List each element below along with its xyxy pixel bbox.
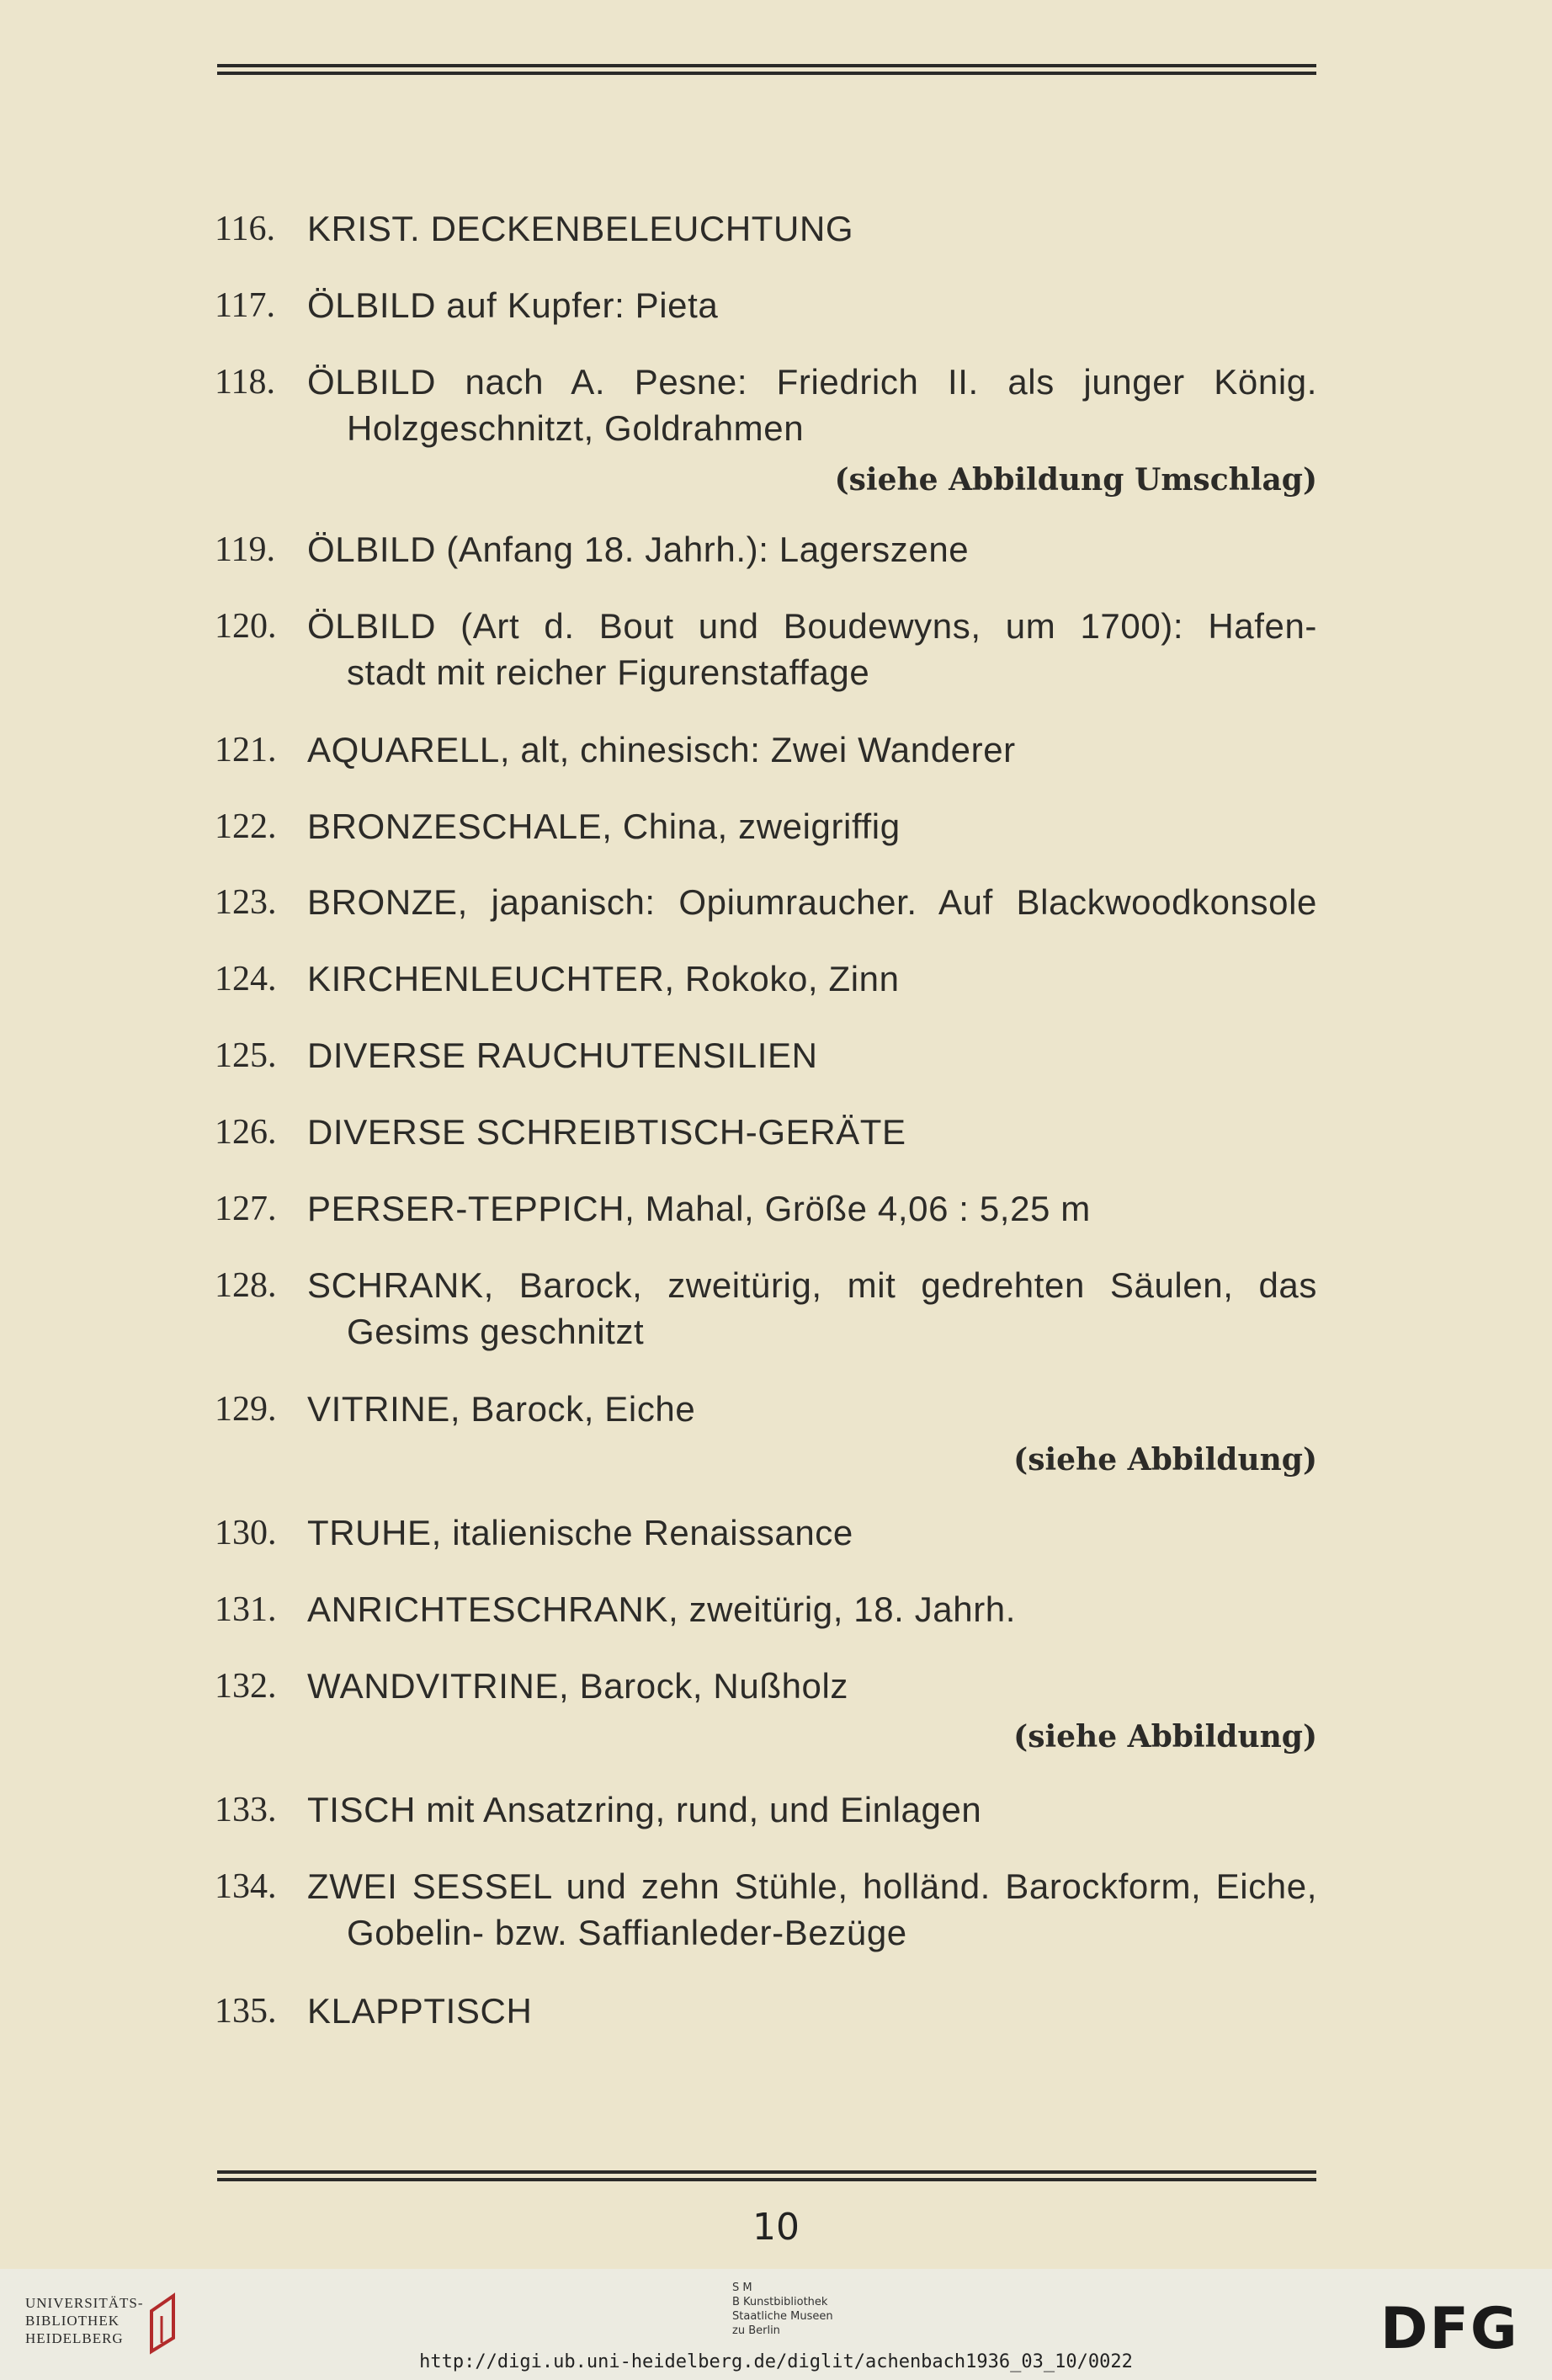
entry-number: 130. <box>215 1514 277 1552</box>
university-line-3: HEIDELBERG <box>25 2330 124 2346</box>
page-number: 10 <box>752 2206 800 2249</box>
entry-text: BRONZE, japanisch: Opiumraucher. Auf Blackwoodkonsole <box>307 882 1317 922</box>
museum-stamp <box>732 2281 833 2338</box>
entry-text: WANDVITRINE, Barock, Nußholz <box>307 1666 849 1706</box>
entry-text: KRIST. DECKENBELEUCHTUNG <box>307 209 854 248</box>
entry-number: 126. <box>215 1113 277 1152</box>
entry-text: KIRCHENLEUCHTER, Rokoko, Zinn <box>307 959 900 998</box>
entry-text: DIVERSE RAUCHUTENSILIEN <box>307 1036 818 1075</box>
university-line-1: UNIVERSITÄTS- <box>25 2295 144 2311</box>
entry-continuation: stadt mit reicher Figurenstaffage <box>347 652 870 692</box>
entry-text: PERSER-TEPPICH, Mahal, Größe 4,06 : 5,25 m <box>307 1189 1091 1228</box>
illustration-note: (siehe Abbildung) <box>1013 1442 1317 1478</box>
entry-text: VITRINE, Barock, Eiche <box>307 1389 696 1429</box>
entry-number: 129. <box>215 1390 277 1429</box>
entry-text: KLAPPTISCH <box>307 1991 533 2031</box>
entry-number: 131. <box>215 1590 277 1629</box>
entry-number: 133. <box>215 1791 277 1829</box>
entry-text: ÖLBILD (Art d. Bout und Boudewyns, um 1700): Hafen- <box>307 606 1317 646</box>
entry-text: ÖLBILD (Anfang 18. Jahrh.): Lagerszene <box>307 530 970 569</box>
entry-text: TRUHE, italienische Renaissance <box>307 1513 853 1552</box>
entry-number: 123. <box>215 883 277 922</box>
illustration-note: (siehe Abbildung Umschlag) <box>834 462 1317 498</box>
entry-text: TISCH mit Ansatzring, rund, und Einlagen <box>307 1790 982 1829</box>
entry-number: 122. <box>215 807 277 846</box>
entry-continuation: Gesims geschnitzt <box>347 1312 645 1351</box>
entry-text: ZWEI SESSEL und zehn Stühle, holländ. Barockform, Eiche, <box>307 1866 1317 1906</box>
entry-number: 134. <box>215 1867 277 1906</box>
dfg-logo: DFG <box>1380 2296 1519 2362</box>
entry-number: 120. <box>215 607 277 646</box>
stamp-line-2: B Kunstbibliothek <box>732 2296 828 2308</box>
entry-number: 121. <box>215 731 277 769</box>
university-line-2: BIBLIOTHEK <box>25 2313 120 2329</box>
bottom-double-rule <box>217 2170 1316 2181</box>
entry-text: ÖLBILD nach A. Pesne: Friedrich II. als junger König. <box>307 362 1317 402</box>
illustration-note: (siehe Abbildung) <box>1013 1719 1317 1754</box>
entry-text: ANRICHTESCHRANK, zweitürig, 18. Jahrh. <box>307 1589 1017 1629</box>
entry-continuation: Holzgeschnitzt, Goldrahmen <box>347 408 805 448</box>
entry-number: 132. <box>215 1667 277 1706</box>
entry-text: DIVERSE SCHREIBTISCH-GERÄTE <box>307 1112 906 1152</box>
entry-number: 124. <box>215 960 277 998</box>
entry-number: 117. <box>215 286 275 325</box>
entry-text: ÖLBILD auf Kupfer: Pieta <box>307 285 719 325</box>
entry-text: AQUARELL, alt, chinesisch: Zwei Wanderer <box>307 730 1016 769</box>
entry-number: 135. <box>215 1992 277 2031</box>
entry-number: 128. <box>215 1266 277 1305</box>
university-library-label <box>25 2294 144 2347</box>
entry-number: 118. <box>215 363 275 402</box>
stamp-line-1: S M <box>732 2281 752 2294</box>
entry-text: SCHRANK, Barock, zweitürig, mit gedrehten Säulen, das <box>307 1265 1317 1305</box>
digitization-footer <box>0 2269 1552 2380</box>
entry-number: 125. <box>215 1036 277 1075</box>
entry-text: BRONZESCHALE, China, zweigriffig <box>307 807 901 846</box>
stamp-line-3: Staatliche Museen <box>732 2310 833 2323</box>
university-logo-icon <box>140 2291 183 2358</box>
entry-number: 127. <box>215 1190 277 1228</box>
entry-number: 119. <box>215 530 275 569</box>
source-url-link[interactable]: http://digi.ub.uni-heidelberg.de/diglit/achenbach1936_03_10/0022 <box>419 2351 1133 2372</box>
entry-continuation: Gobelin- bzw. Saffianleder-Bezüge <box>347 1913 907 1952</box>
top-double-rule <box>217 64 1316 75</box>
stamp-line-4: zu Berlin <box>732 2324 780 2337</box>
entry-number: 116. <box>215 210 275 248</box>
